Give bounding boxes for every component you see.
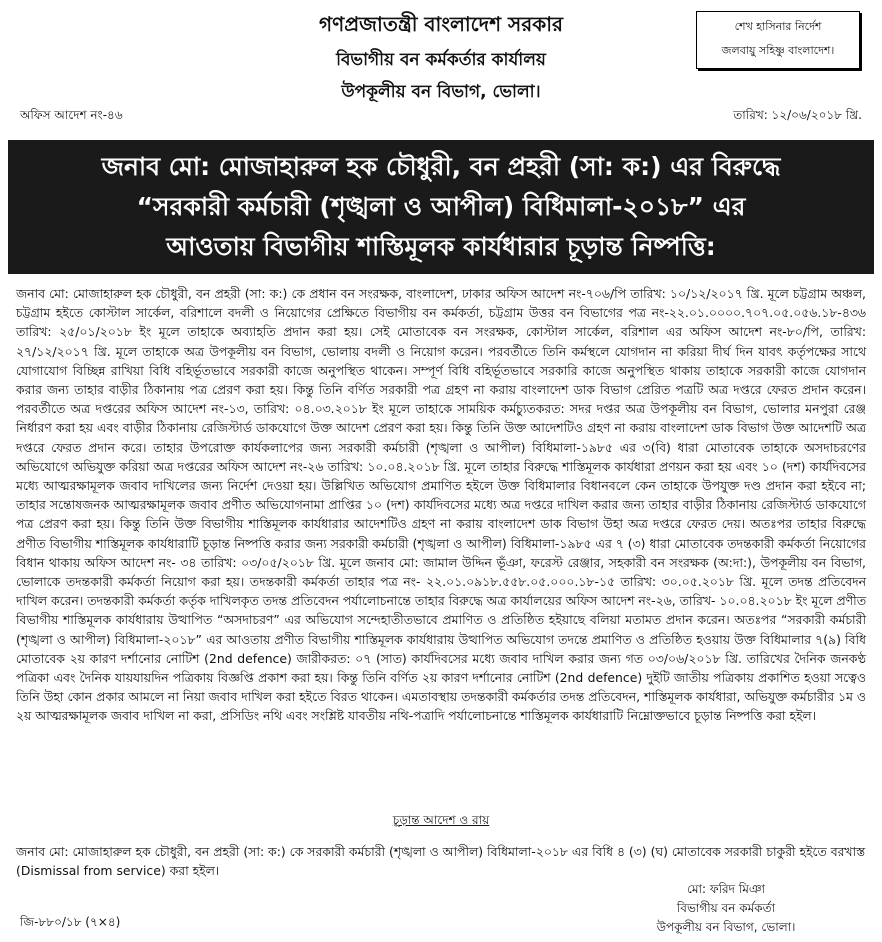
body-paragraph: জনাব মো: মোজাহারুল হক চৌধুরী, বন প্রহরী (সা: ক:) কে প্রধান বন সংরক্ষক, বাংলাদেশ, ঢাকার অফিস আদেশ নং-৭০৬/পি তারিখ: ১০/১২/২০১৭ খ্রি. মূলে চট্টগ্রাম অঞ্চল, চট্টগ্রাম হইতে কোস্টাল সার্কেল, বরিশালে বদলী ও নিয়োগের প্রেক্ষিতে বিভাগীয় বন কর্মকর্তা, চট্টগ্রাম উত্তর বন বিভাগের পত্র নং-২২.০১.০০০০.৭০৭.০৫.০৫৬.১৮-৪৩৬ তারিখ: ২৫/০১/২০১৮ ইং মূলে তাহাকে অব্যাহতি প্রদান করা হয়। সেই মোতাবেক বন সংরক্ষক, কোস্টাল সার্কেল, বরিশাল এর অফিস আদেশ নং-৮০/পি, তারিখ: ২৭/১২/২০১৭ খ্রি. মূলে তাহাকে অত্র উপকূলীয় বন বিভাগ, ভোলায় বদলী ও নিয়োগ করেন। পরবর্তীতে তিনি কর্মস্থলে যোগদান না করিয়া দীর্ঘ দিন যাবৎ কর্তৃপক্ষের সাথে যোগাযোগ বিচ্ছিন্ন রাখিয়া বিধি বহির্ভূতভাবে সরকারী কাজে অনুপস্থিত থাকেন। সম্পূর্ণ বিধি বহির্ভূতভাবে সরকারি কাজে অনুপস্থিত থাকায় তাহাকে সরকারী কাজে যোগদান করার জন্য তাহার বাড়ীর ঠিকানায় পত্র প্রেরণ করা হয়। কিন্তু তিনি বর্ণিত সরকারী পত্র গ্রহণ না করায় বাংলাদেশ ডাক বিভাগ প্রেরিত পত্রটি অত্র দপ্তরে ফেরত প্রদান করেন। পরবর্তীতে অত্র দপ্তরের অফিস আদেশ নং-১৩, তারিখ: ০৪.০৩.২০১৮ ইং মূলে তাহাকে সাময়িক কর্মচ্যুতকরত: সদর দপ্তর অত্র উপকূলীয় বন বিভাগ, ভোলার মনপুরা রেঞ্জ নির্ধারণ করা হয় এবং বাড়ীর ঠিকানায় রেজিস্টার্ড ডাকযোগে উক্ত আদেশ প্রেরণ করা হয়। কিন্তু তিনি উক্ত আদেশটিও গ্রহণ না করায় বাংলাদেশ ডাক বিভাগ উক্ত আদেশটি অত্র দপ্তরে ফেরত প্রদান করে। তাহার উপরোক্ত কার্যকলাপের জন্য সরকারী কর্মচারী (শৃঙ্খলা ও আপীল) বিধিমালা-১৯৮৫ এর ৩(বি) ধারা মোতাবেক তাহাকে অসদাচরণের অভিযোগে অভিযুক্ত করিয়া অত্র দপ্তরের অফিস আদেশ নং-২৬ তারিখ: ১০.০৪.২০১৮ খ্রি. মূলে তাহার বিরুদ্ধে শাস্তিমূলক কার্যধারা প্রণয়ন করা হয় এবং ১০ (দশ) কার্যদিবসের মধ্যে আত্মরক্ষামূলক জবাব দাখিলের জন্য নির্দেশ দেওয়া হয়। উল্লিখিত অভিযোগ প্রমাণিত হইলে উক্ত বিধিমালার বিধানবলে কেন তাহাকে উপযুক্ত দণ্ড প্রদান করা হইবে না; তাহার সন্তোষজনক আত্মরক্ষামূলক জবাব প্রণীত অভিযোগনামা প্রাপ্তির ১০ (দশ) কার্যদিবসের মধ্যে অত্র দপ্তরে দাখিল করার জন্য তাহার বাড়ীর ঠিকানায় রেজিস্টার্ড ডাকযোগে পত্র প্রেরণ করা হয়। কিন্তু তিনি উক্ত বিভাগীয় শাস্তিমূলক কার্যধারার আদেশটিও গ্রহণ না করায় বাংলাদেশ ডাক বিভাগ উহা অত্র দপ্তরে ফেরত দেয়। অতঃপর তাহার বিরুদ্ধে প্রণীত বিভাগীয় শাস্তিমূলক কার্যধারাটি চূড়ান্ত নিষ্পত্তি করার জন্য সরকারী কর্মচারী (শৃঙ্খলা ও আপীল) বিধিমালা-১৯৮৫ এর ৭ (৩) ধারা মোতাবেক তদন্তকারী কর্মকর্তা নিয়োগের বিধান থাকায় অফিস আদেশ নং- ৩৪ তারিখ: ০৩/০৫/২০১৮ খ্রি. মূলে জনাব মো: জামাল উদ্দিন ভূঁঞা, ফরেস্ট রেঞ্জার, সহকারী বন সংরক্ষক (অ:দা:), উপকূলীয় বন বিভাগ, ভোলাকে তদন্তকারী কর্মকর্তা নিয়োগ করা হয়। তদন্তকারী কর্মকর্তা তাহার পত্র নং- ২২.০১.০৯১৮.৫৫৮.০৫.০০০.১৮-১৫ তারিখ: ৩০.০৫.২০১৮ খ্রি. মূলে তদন্ত প্রতিবেদন দাখিল করেন। তদন্তকারী কর্মকর্তা কর্তৃক দাখিলকৃত তদন্ত প্রতিবেদন পর্যালোচনান্তে তাহার বিরুদ্ধে অত্র কার্যালয়ের অফিস আদেশ নং-২৬, তারিখ- ১০.০৪.২০১৮ ইং মূলে প্রণীত বিভাগীয় শাস্তিমূলক কার্যধারায় উত্থাপিত “অসদাচরণ” এর অভিযোগ সন্দেহাতীতভাবে প্রমাণিত ও প্রতিষ্ঠিত হইয়াছে বলিয়া মতামত প্রদান করেন। অতঃপর “সরকারী কর্মচারী (শৃঙ্খলা ও আপীল) বিধিমালা-২০১৮” এর আওতায় প্রণীত বিভাগীয় শাস্তিমূলক কার্যধারায় উত্থাপিত অভিযোগ তদন্তে প্রমাণিত ও প্রতিষ্ঠিত হওয়ায় উক্ত বিধিমালার ৭(৯) বিধি মোতাবেক ২য় কারণ দর্শানোর নোটিশ (2nd defence) জারীকরত: ০৭ (সাত) কার্যদিবসের মধ্যে জবাব দাখিল করার জন্য গত ০৩/০৬/২০১৮ খ্রি. তারিখের দৈনিক জনকণ্ঠ পত্রিকা এবং দৈনিক যায়যায়দিন পত্রিকায় বিজ্ঞপ্তি প্রকাশ করা হয়। কিন্তু তিনি বর্ণিত ২য় কারণ দর্শানোর নোটিশ (2nd defence) দুইটি জাতীয় পত্রিকায় প্রকাশিত হওয়া সত্বেও তিনি উহা কোন প্রকার আমলে না নিয়া জবাব দাখিল করা হইতে বিরত থাকেন। এমতাবস্থায় তদন্তকারী কর্মকর্তার তদন্ত প্রতিবেদন, শাস্তিমূলক কার্যধারা, অভিযুক্ত কর্মচারীর ১ম ও ২য় আত্মরক্ষামূলক জবাব দাখিল না করা, প্রসিডিং নথি এবং সংশ্লিষ্ট যাবতীয় নথি-পত্রাদি পর্যালোচনান্তে শাস্তিমূলক কার্যধারাটি নিম্নোক্তভাবে চূড়ান্ত নিষ্পত্তি করা হইল। (16, 286, 866, 724)
final-order-heading-text: চূড়ান্ত আদেশ ও রায় (392, 813, 490, 827)
office-order-date: তারিখ: ১২/০৬/২০১৮ খ্রি. (733, 108, 862, 122)
division-name: উপকূলীয় বন বিভাগ, ভোলা। (341, 82, 541, 102)
signatory-name: মো: ফরিদ মিঞা (686, 882, 766, 896)
office-order-number: অফিস আদেশ নং-৪৬ (20, 108, 123, 122)
final-order-text: জনাব মো: মোজাহারুল হক চৌধুরী, বন প্রহরী (সা: ক:) কে সরকারী কর্মচারী (শৃঙ্খলা ও আপীল) বিধিমালা-২০১৮ এর বিধি ৪ (৩) (ঘ) মোতাবেক সরকারী চাকুরী হইতে বরখাস্ত (Dismissal from service) করা হইল। (16, 844, 866, 879)
government-name: গণপ্রজাতন্ত্রী বাংলাদেশ সরকার (319, 12, 563, 36)
signatory-designation: বিভাগীয় বন কর্মকর্তা (676, 901, 776, 915)
final-order-heading (0, 812, 882, 832)
order-body (16, 284, 866, 726)
signatory-office: উপকূলীয় বন বিভাগ, ভোলা। (656, 920, 796, 934)
slogan-line-2: জলবায়ু সহিষ্ণু বাংলাদেশ। (721, 44, 835, 57)
banner-line-2: “সরকারী কর্মচারী (শৃঙ্খলা ও আপীল) বিধিমালা-২০১৮” এর (136, 192, 746, 221)
signature-block (626, 880, 826, 937)
memo-number: জি-৮৮০/১৮ (৭×৪) (20, 915, 121, 929)
slogan-box (696, 11, 860, 69)
title-banner (8, 140, 874, 274)
office-name: বিভাগীয় বন কর্মকর্তার কার্যালয় (336, 50, 546, 70)
slogan-line-1: শেখ হাসিনার নির্দেশ (734, 20, 822, 33)
banner-line-3: আওতায় বিভাগীয় শাস্তিমূলক কার্যধারার চূড়ান্ত নিষ্পত্তি: (166, 232, 716, 261)
banner-line-1: জনাব মো: মোজাহারুল হক চৌধুরী, বন প্রহরী (সা: ক:) এর বিরুদ্ধে (101, 152, 781, 181)
